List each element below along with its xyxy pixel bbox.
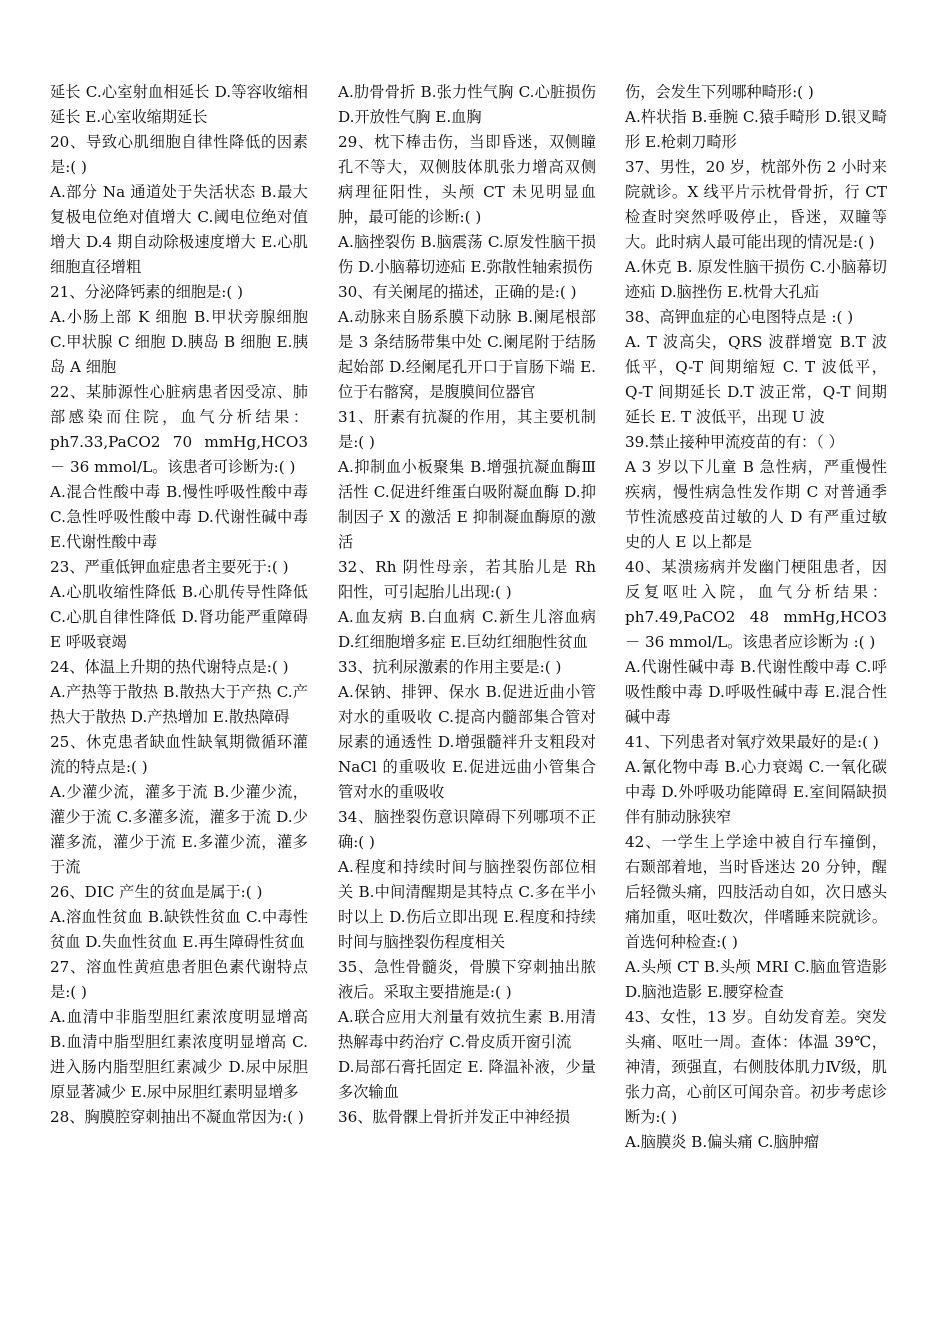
question-stem: 38、高钾血症的心电图特点是 :( ) [625, 308, 854, 326]
question-stem: 21、分泌降钙素的细胞是:( ) [50, 283, 243, 301]
column-left [50, 80, 308, 1130]
answer-options: A.保钠、排钾、保水 B.促进近曲小管对水的重吸收 C.提高内髓部集合管对尿素的通透性 D.增强髓袢升支粗段对 NaCl 的重吸收 E.促进远曲小管集合管对水的重吸收 [338, 683, 596, 801]
question-stem: 36、肱骨髁上骨折并发正中神经损 [338, 1108, 570, 1126]
column-right [625, 80, 887, 1155]
answer-options: A.联合应用大剂量有效抗生素 B.用清热解毒中药治疗 C.骨皮质开窗引流 [338, 1008, 596, 1051]
question-stem: 41、下列患者对氧疗效果最好的是:( ) [625, 733, 879, 751]
answer-options: A.杵状指 B.垂腕 C.猿手畸形 D.银叉畸形 E.枪刺刀畸形 [625, 108, 887, 151]
question-stem: 40、某溃疡病并发幽门梗阻患者，因反复呕吐入院，血气分析结果：ph7.49,PaCO2 48 mmHg,HCO3 － 36 mmol/L。该患者应诊断为 :( ) [625, 558, 887, 651]
answer-options: A.肋骨骨折 B.张力性气胸 C.心脏损伤 D.开放性气胸 E.血胸 [338, 83, 596, 126]
question-stem: 24、体温上升期的热代谢特点是:( ) [50, 658, 289, 676]
question-stem: 27、溶血性黄疸患者胆色素代谢特点是:( ) [50, 958, 308, 1001]
answer-options: A.头颅 CT B.头颅 MRI C.脑血管造影 D.脑池造影 E.腰穿检查 [625, 958, 887, 1001]
question-stem: 26、DIC 产生的贫血是属于:( ) [50, 883, 263, 901]
question-stem: 33、抗利尿激素的作用主要是:( ) [338, 658, 562, 676]
text-line: 延长 C.心室射血相延长 D.等容收缩相延长 E.心室收缩期延长 [50, 83, 308, 126]
answer-options: A.溶血性贫血 B.缺铁性贫血 C.中毒性贫血 D.失血性贫血 E.再生障碍性贫血 [50, 908, 308, 951]
question-stem: 39.禁止接种甲流疫苗的有：（ ） [625, 433, 844, 451]
question-stem: 20、导致心肌细胞自律性降低的因素是:( ) [50, 133, 308, 176]
answer-options: D.局部石膏托固定 E. 降温补液，少量多次输血 [338, 1058, 596, 1101]
question-stem: 32、Rh 阴性母亲，若其胎儿是 Rh 阳性，可引起胎儿出现:( ) [338, 558, 596, 601]
question-stem: 30、有关阑尾的描述，正确的是:( ) [338, 283, 577, 301]
column-middle [338, 80, 596, 1130]
answer-options: A. T 波高尖，QRS 波群增宽 B.T 波低平，Q-T 间期缩短 C. T 波低平， Q-T 间期延长 D.T 波正常，Q-T 间期延长 E. T 波低平，出现 U 波 [625, 333, 887, 426]
answer-options: A.休克 B. 原发性脑干损伤 C.小脑幕切迹疝 D.脑挫伤 E.枕骨大孔疝 [625, 258, 887, 301]
answer-options: A.混合性酸中毒 B.慢性呼吸性酸中毒 C.急性呼吸性酸中毒 D.代谢性碱中毒 E.代谢性酸中毒 [50, 483, 308, 551]
question-stem: 31、肝素有抗凝的作用，其主要机制是:( ) [338, 408, 596, 451]
text-line: 伤，会发生下列哪种畸形:( ) [625, 83, 814, 101]
answer-options: A.部分 Na 通道处于失活状态 B.最大复极电位绝对值增大 C.阈电位绝对值增大 D.4 期自动除极速度增大 E.心肌细胞直径增粗 [50, 183, 308, 276]
question-stem: 29、枕下棒击伤，当即昏迷，双侧瞳孔不等大，双侧肢体肌张力增高双侧病理征阳性，头颅 CT 未见明显血肿，最可能的诊断:( ) [338, 133, 596, 226]
question-stem: 28、胸膜腔穿刺抽出不凝血常因为:( ) [50, 1108, 304, 1126]
answer-options: A 3 岁以下儿童 B 急性病，严重慢性疾病，慢性病急性发作期 C 对普通季节性流感疫苗过敏的人 D 有严重过敏史的人 E 以上都是 [625, 458, 887, 551]
answer-options: A.脑膜炎 B.偏头痛 C.脑肿瘤 [625, 1133, 820, 1151]
answer-options: A.产热等于散热 B.散热大于产热 C.产热大于散热 D.产热增加 E.散热障碍 [50, 683, 308, 726]
answer-options: A.脑挫裂伤 B.脑震荡 C.原发性脑干损伤 D.小脑幕切迹疝 E.弥散性轴索损伤 [338, 233, 596, 276]
question-stem: 34、脑挫裂伤意识障碍下列哪项不正确:( ) [338, 808, 596, 851]
answer-options: A.少灌少流，灌多于流 B.少灌少流，灌少于流 C.多灌多流，灌多于流 D.少灌多流，灌少于流 E.多灌少流，灌多于流 [50, 783, 308, 876]
answer-options: A.血清中非脂型胆红素浓度明显增高 B.血清中脂型胆红素浓度明显增高 C.进入肠内脂型胆红素减少 D.尿中尿胆原显著减少 E.尿中尿胆红素明显增多 [50, 1008, 308, 1101]
answer-options: A.心肌收缩性降低 B.心肌传导性降低 C.心肌自律性降低 D.肾功能严重障碍 E 呼吸衰竭 [50, 583, 308, 651]
answer-options: A.程度和持续时间与脑挫裂伤部位相关 B.中间清醒期是其特点 C.多在半小时以上 D.伤后立即出现 E.程度和持续时间与脑挫裂伤程度相关 [338, 858, 596, 951]
answer-options: A.代谢性碱中毒 B.代谢性酸中毒 C.呼吸性酸中毒 D.呼吸性碱中毒 E.混合性碱中毒 [625, 658, 887, 726]
question-stem: 22、某肺源性心脏病患者因受凉、肺部感染而住院，血气分析结果：ph7.33,PaCO2 70 mmHg,HCO3 － 36 mmol/L。该患者可诊断为:( ) [50, 383, 308, 476]
answer-options: A.血友病 B.白血病 C.新生儿溶血病 D.红细胞增多症 E.巨幼红细胞性贫血 [338, 608, 596, 651]
question-stem: 25、休克患者缺血性缺氧期微循环灌流的特点是:( ) [50, 733, 308, 776]
answer-options: A.动脉来自肠系膜下动脉 B.阑尾根部是 3 条结肠带集中处 C.阑尾附于结肠起始部 D.经阑尾孔开口于盲肠下端 E.位于右髂窝，是腹膜间位器官 [338, 308, 596, 401]
question-stem: 43、女性，13 岁。自幼发育差。突发头痛、呕吐一周。查体：体温 39℃，神清，颈强直，右侧肢体肌力Ⅳ级，肌张力高，心前区可闻杂音。初步考虑诊断为:( ) [625, 1008, 887, 1126]
question-stem: 23、严重低钾血症患者主要死于:( ) [50, 558, 289, 576]
answer-options: A.氰化物中毒 B.心力衰竭 C.一氧化碳中毒 D.外呼吸功能障碍 E.室间隔缺损伴有肺动脉狭窄 [625, 758, 887, 826]
answer-options: A.抑制血小板聚集 B.增强抗凝血酶Ⅲ活性 C.促进纤维蛋白吸附凝血酶 D.抑制因子 X 的激活 E 抑制凝血酶原的激活 [338, 458, 596, 551]
answer-options: A.小肠上部 K 细胞 B.甲状旁腺细胞 C.甲状腺 C 细胞 D.胰岛 B 细胞 E.胰岛 A 细胞 [50, 308, 308, 376]
question-stem: 35、急性骨髓炎，骨膜下穿刺抽出脓液后。采取主要措施是:( ) [338, 958, 596, 1001]
question-stem: 42、一学生上学途中被自行车撞倒，右颞部着地，当时昏迷达 20 分钟，醒后轻微头痛，四肢活动自如，次日感头痛加重，呕吐数次，伴嗜睡来院就诊。首选何种检查:( ) [625, 833, 887, 951]
question-stem: 37、男性，20 岁，枕部外伤 2 小时来院就诊。X 线平片示枕骨骨折，行 CT 检查时突然呼吸停止，昏迷，双瞳等大。此时病人最可能出现的情况是:( ) [625, 158, 887, 251]
